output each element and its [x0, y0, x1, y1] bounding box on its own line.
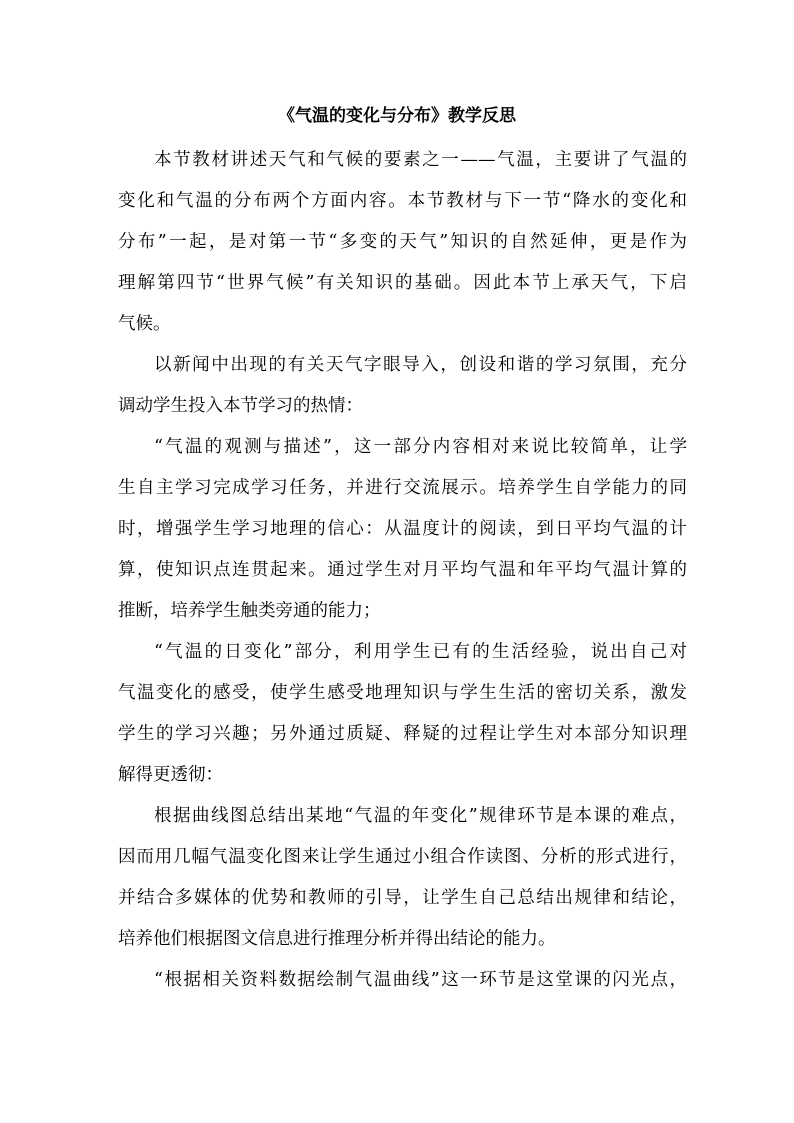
- paragraph-line: 分布”一起，是对第一节“多变的天气”知识的自然延伸，更是作为: [118, 232, 687, 252]
- paragraph-line: 时，增强学生学习地理的信心：从温度计的阅读，到日平均气温的计: [118, 519, 687, 539]
- paragraph-line: 解得更透彻：: [118, 765, 223, 785]
- paragraph-line: 变化和气温的分布两个方面内容。本节教材与下一节“降水的变化和: [118, 191, 687, 211]
- paragraph-line: 本节教材讲述天气和气候的要素之一——气温，主要讲了气温的: [154, 150, 687, 170]
- paragraph-line: 因而用几幅气温变化图来让学生通过小组合作读图、分析的形式进行，: [118, 847, 687, 867]
- paragraph-line: 理解第四节“世界气候”有关知识的基础。因此本节上承天气，下启: [118, 273, 687, 293]
- paragraph-line: 学生的学习兴趣；另外通过质疑、释疑的过程让学生对本部分知识理: [118, 724, 687, 744]
- paragraph-line: 气候。: [118, 314, 171, 334]
- paragraph-line: 根据曲线图总结出某地“气温的年变化”规律环节是本课的难点，: [154, 806, 687, 826]
- paragraph-line: “根据相关资料数据绘制气温曲线”这一环节是这堂课的闪光点，: [154, 970, 687, 990]
- paragraph-line: 培养他们根据图文信息进行推理分析并得出结论的能力。: [118, 929, 556, 949]
- paragraph-line: 以新闻中出现的有关天气字眼导入，创设和谐的学习氛围，充分: [154, 355, 687, 375]
- paragraph-line: 算，使知识点连贯起来。通过学生对月平均气温和年平均气温计算的: [118, 560, 687, 580]
- paragraph-line: “气温的日变化”部分，利用学生已有的生活经验，说出自己对: [154, 642, 687, 662]
- document-title: 《气温的变化与分布》教学反思: [278, 106, 516, 126]
- paragraph-line: 并结合多媒体的优势和教师的引导，让学生自己总结出规律和结论，: [118, 888, 687, 908]
- paragraph-line: 气温变化的感受，使学生感受地理知识与学生生活的密切关系，激发: [118, 683, 687, 703]
- paragraph-line: 生自主学习完成学习任务，并进行交流展示。培养学生自学能力的同: [118, 478, 687, 498]
- paragraph-line: “气温的观测与描述”，这一部分内容相对来说比较简单，让学: [154, 437, 687, 457]
- paragraph-line: 调动学生投入本节学习的热情：: [118, 396, 363, 416]
- paragraph-line: 推断，培养学生触类旁通的能力；: [118, 601, 381, 621]
